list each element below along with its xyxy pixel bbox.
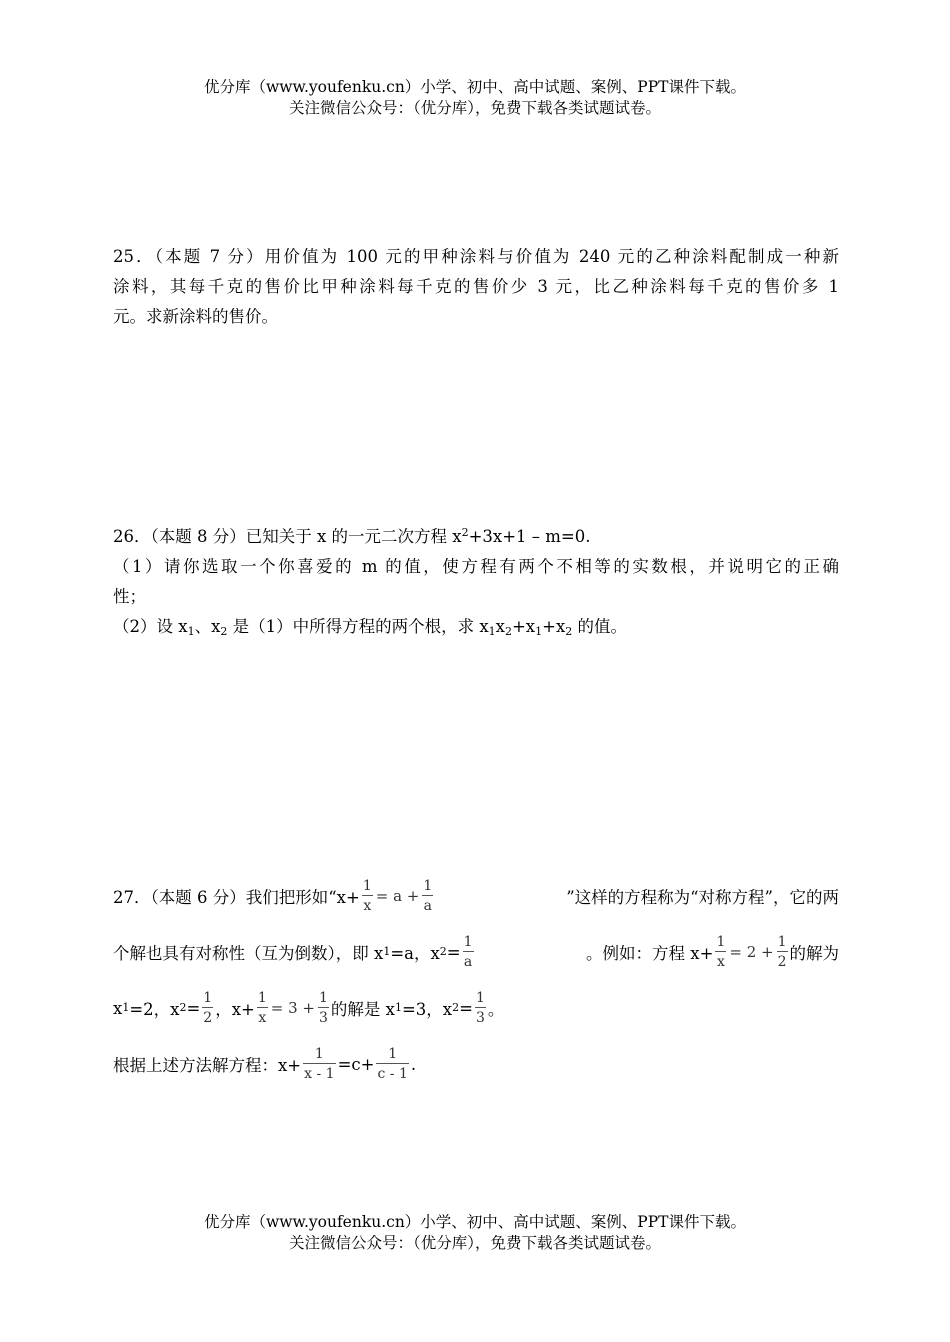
fraction-numerator: 1 bbox=[314, 1045, 324, 1062]
fraction-numerator: 1 bbox=[362, 877, 372, 894]
fraction-denominator: x bbox=[716, 953, 725, 970]
q27-row-1 bbox=[113, 868, 839, 924]
q25-line-2: 涂料，其每千克的售价比甲种涂料每千克的售价少 3 元，比乙种涂料每千克的售价多 1 bbox=[113, 277, 839, 296]
q27-row-2 bbox=[113, 924, 839, 980]
footer-line-2: 关注微信公众号：（优分库），免费下载各类试题试卷。 bbox=[288, 1234, 661, 1252]
page-footer bbox=[0, 1212, 950, 1254]
q26-part1-line-2: 性； bbox=[113, 587, 146, 606]
question-27 bbox=[113, 868, 839, 1092]
q27-r2-text: =a，x bbox=[390, 944, 440, 963]
q26-p2-text: 、x bbox=[194, 617, 221, 636]
q26-p2-sub: 2 bbox=[220, 625, 228, 638]
fraction-numerator: 1 bbox=[257, 989, 267, 1006]
q26-p2-sub: 1 bbox=[187, 625, 195, 638]
fraction-denominator: x bbox=[363, 897, 372, 914]
q27-r1-post: ”这样的方程称为“对称方程”，它的两 bbox=[566, 888, 839, 907]
fraction bbox=[475, 989, 486, 1028]
fraction-denominator: 3 bbox=[475, 1009, 485, 1026]
fraction bbox=[202, 989, 213, 1028]
q27-r2-post: 的解为 bbox=[789, 944, 839, 963]
q27-row-3: x 1 =2，x 2 = $\frac{1}{2}$ ，x+ $\frac{1}{x}$ = 3 + $\frac{1}{3}$ 的解是 x 1 =3，x 2 = $\frac{1}{3}$ 。 bbox=[113, 989, 505, 1026]
q26-p2-sub: 1 bbox=[535, 625, 543, 638]
fraction-numerator: 1 bbox=[318, 989, 328, 1006]
q27-r3-text: x bbox=[113, 998, 123, 1018]
page-header bbox=[0, 77, 950, 119]
q27-r2-operator: = 2 + bbox=[729, 943, 774, 961]
fraction-denominator: 3 bbox=[318, 1009, 328, 1026]
fraction-denominator: a bbox=[423, 897, 432, 914]
q26-p2-text: +x bbox=[511, 617, 536, 636]
fraction-denominator: 2 bbox=[777, 953, 787, 970]
fraction-numerator: 1 bbox=[777, 933, 787, 950]
fraction bbox=[463, 933, 474, 972]
q27-r2-pre: 个解也具有对称性（互为倒数），即 x bbox=[113, 944, 384, 963]
q27-r4-pre: 根据上述方法解方程：x+ bbox=[113, 1056, 302, 1075]
q27-r4-post: . bbox=[410, 1054, 417, 1074]
question-26 bbox=[113, 522, 839, 642]
fraction bbox=[303, 1045, 335, 1084]
fraction bbox=[257, 989, 268, 1028]
fraction-denominator: x bbox=[258, 1009, 267, 1026]
fraction-denominator: 2 bbox=[203, 1009, 213, 1026]
fraction-denominator: c - 1 bbox=[377, 1065, 408, 1082]
q27-r1-operator: = a + bbox=[375, 887, 420, 905]
q26-stem-post: +3x+1 – m=0. bbox=[468, 527, 591, 546]
q27-r1-pre: 27．（本题 6 分）我们把形如“x+ bbox=[113, 888, 360, 907]
q27-r3-text: = bbox=[186, 998, 201, 1018]
q27-r2-lead: 个解也具有对称性（互为倒数），即 x 1 =a，x 2 = $\frac{1}{a}$ bbox=[113, 933, 473, 970]
q26-p2-sub: 2 bbox=[565, 625, 573, 638]
fraction-numerator: 1 bbox=[388, 1045, 398, 1062]
q25-line-1: 25．（本题 7 分）用价值为 100 元的甲种涂料与价值为 240 元的乙种涂料配制成一种新 bbox=[113, 247, 839, 266]
header-line-2: 关注微信公众号：（优分库），免费下载各类试题试卷。 bbox=[288, 99, 661, 117]
q27-r3-text: =3，x bbox=[401, 1000, 453, 1019]
q26-stem-pre: 26．（本题 8 分）已知关于 x 的一元二次方程 x bbox=[113, 527, 462, 546]
q25-line-3: 元。求新涂料的售价。 bbox=[113, 307, 278, 326]
q27-r3-text: 。 bbox=[487, 1000, 505, 1019]
q27-r2-example bbox=[586, 933, 839, 972]
q27-r3-text: ，x+ bbox=[215, 1000, 255, 1019]
q27-r3-text: 的解是 x bbox=[330, 1000, 395, 1019]
fraction-numerator: 1 bbox=[203, 989, 213, 1006]
footer-line-1: 优分库（www.youfenku.cn）小学、初中、高中试题、案例、PPT课件下载。 bbox=[203, 1213, 747, 1231]
q26-exponent: 2 bbox=[461, 526, 469, 539]
fraction bbox=[422, 877, 433, 916]
header-line-1: 优分库（www.youfenku.cn）小学、初中、高中试题、案例、PPT课件下载。 bbox=[203, 78, 747, 96]
q26-part1-line-1: （1）请你选取一个你喜爱的 m 的值，使方程有两个不相等的实数根，并说明它的正确 bbox=[113, 557, 839, 576]
q27-row-4 bbox=[113, 1036, 839, 1092]
fraction-numerator: 1 bbox=[423, 877, 433, 894]
q26-p2-text: +x bbox=[542, 617, 566, 636]
fraction bbox=[376, 1045, 408, 1084]
q27-r2-text: = bbox=[446, 942, 461, 962]
fraction bbox=[777, 933, 788, 972]
question-25 bbox=[113, 242, 839, 332]
q27-r2-text: 。例如：方程 x+ bbox=[586, 944, 714, 963]
fraction-denominator: a bbox=[463, 953, 473, 970]
q27-r1-lead bbox=[113, 877, 435, 916]
fraction-denominator: x - 1 bbox=[304, 1065, 335, 1082]
q26-p2-text: 的值。 bbox=[572, 617, 628, 636]
q27-r4-text: =c+ bbox=[337, 1054, 375, 1074]
q27-r3-text: = bbox=[459, 998, 473, 1018]
fraction-numerator: 1 bbox=[475, 989, 485, 1006]
fraction-numerator: 1 bbox=[716, 933, 726, 950]
q26-p2-text: x bbox=[495, 617, 505, 636]
q26-p2-sub: 1 bbox=[488, 625, 496, 638]
q27-r3-operator: = 3 + bbox=[270, 999, 315, 1017]
fraction bbox=[318, 989, 329, 1028]
fraction bbox=[362, 877, 373, 916]
q26-p2-text: 是（1）中所得方程的两个根，求 x bbox=[227, 617, 489, 636]
q26-stem bbox=[113, 522, 839, 552]
q26-p2-sub: 2 bbox=[504, 625, 512, 638]
q27-r3-text: =2，x bbox=[129, 1000, 180, 1019]
q26-p2-text: （2）设 x bbox=[113, 617, 188, 636]
fraction bbox=[715, 933, 726, 972]
fraction-numerator: 1 bbox=[463, 933, 473, 950]
q26-part2 bbox=[113, 612, 839, 642]
